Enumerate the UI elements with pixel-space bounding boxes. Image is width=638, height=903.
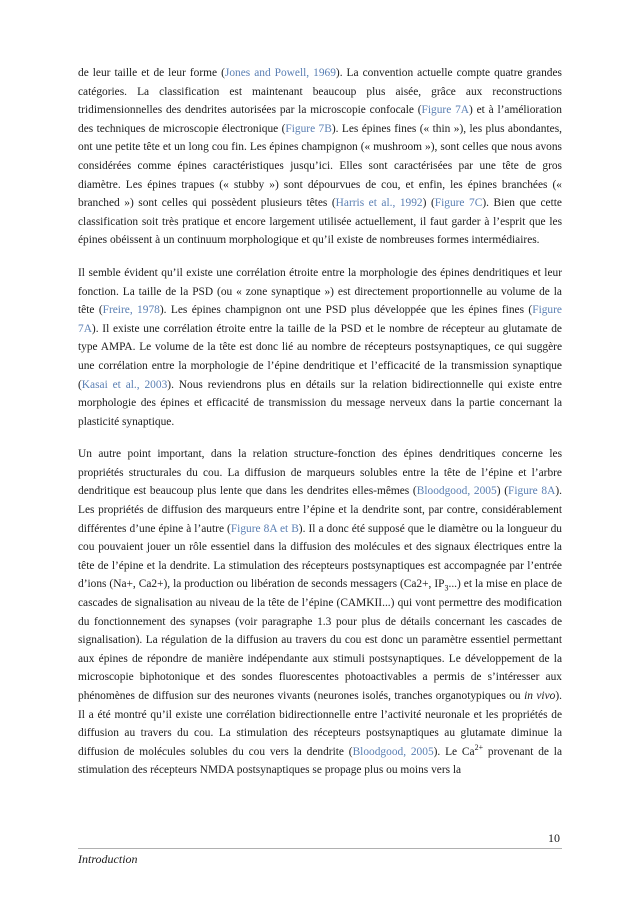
citation-link: Freire, 1978 [102, 304, 160, 317]
text-run: provenant de la stimulation des récepteurs NMDA postsynaptiques se propage plus ou moins vers la [78, 745, 563, 777]
text-run: ) ( [496, 485, 508, 498]
paragraph-3 [78, 445, 562, 780]
citation-link: Figure 8A et B [230, 522, 299, 535]
text-run: ). La convention actuelle compte quatre grandes catégories. La classification est maintenant beaucoup plus aisée, grâce aux reconstructions tridimensionnelles des dendrites autorisées par la microscopie confocale ( [78, 67, 562, 117]
text-run: ). Il a donc été supposé que le diamètre ou la longueur du cou pouvaient jouer un rôle essentiel dans la diffusion des molécules et des signaux électriques entre la tête de l’épine et la dendrite. La stimulation des récepteurs postsynaptiques est accompagnée par l’entrée d’ions (Na+, Ca2+), la production ou libération de seconds messagers (Ca2+, IP [78, 522, 562, 591]
text-run: ). Les épines fines (« thin »), les plus abondantes, ont une petite tête et un long cou fin. Les épines champignon (« mushroom »), sont celles que nous avons considérées comme épines caractéristiques jusqu’ici. Elles sont caractérisées par une tête de gros diamètre. Les épines trapues (« stubby ») sont dépourvues de cou, et enfin, les épines branchées (« branched ») sont celles qui possèdent plusieurs têtes ( [78, 122, 563, 210]
text-run: ). Nous reviendrons plus en détails sur la relation bidirectionnelle qui existe entre morphologie des épines et efficacité de transmission du message nerveux dans la partie concernant la plasticité synaptique. [78, 378, 562, 428]
citation-link: Figure 7A [78, 304, 562, 335]
text-run: ) ( [422, 197, 435, 210]
text-run: ). Les propriétés de diffusion des marqueurs entre l’épine et la dendrite sont, par contre, considérablement différentes d’une épine à l’autre ( [78, 485, 563, 535]
page-number: 10 [548, 831, 560, 845]
superscript: 2+ [474, 742, 484, 752]
citation-link: Figure 7B [285, 122, 332, 135]
citation-link: Bloodgood, 2005 [352, 745, 434, 758]
citation-link: Harris et al., 1992 [335, 197, 423, 210]
text-run: Un autre point important, dans la relation structure-fonction des épines dendritiques concerne les propriétés structurales du cou. La diffusion de marqueurs solubles entre la tête de l’épine et l’arbre dendritique est beaucoup plus lente que dans les dendrites elles-mêmes ( [78, 448, 562, 498]
citation-link: Figure 8A [508, 485, 556, 498]
text-run: ). Le Ca [433, 745, 475, 758]
citation-link: Bloodgood, 2005 [416, 485, 497, 498]
citation-link: Kasai et al., 2003 [81, 378, 168, 391]
paragraph-1 [78, 64, 562, 250]
text-run: de leur taille et de leur forme ( [78, 67, 225, 79]
italic-text: in vivo [524, 690, 556, 702]
subscript: 3 [444, 583, 449, 593]
text-run: ...) et la mise en place de cascades de signalisation au niveau de la tête de l’épine (CAMKII...) qui vont permettre des modification du fonctionnement des synapses (voir paragraphe 1.3 pour plus de détails concernant les cascades de signalisation). La régulation de la diffusion au travers du cou est donc un paramètre essentiel permettant aux épines de répondre de manière indépendante aux stimuli postsynaptiques. Le développement de la microscopie biphotonique et des sondes fluorescentes photoactivables a permis de s’intéresser aux phénomènes de diffusion sur des neurones vivants (neurones isolés, tranches organotypiques ou [78, 578, 563, 702]
text-run: ). Il a été montré qu’il existe une corrélation bidirectionnelle entre l’activité neuronale et les propriétés de diffusion au travers du cou. La stimulation des récepteurs postsynaptiques au glutamate diminue la diffusion de molécules solubles du cou vers la dendrite ( [78, 690, 562, 758]
text-run: ). Bien que cette classification soit très pratique et encore largement utilisée actuellement, il faut garder à l’esprit que les épines obéissent à un continuum morphologique et qu’il existe de nombreuses formes intermédiaires. [78, 197, 562, 247]
text-run: ). Il existe une corrélation étroite entre la taille de la PSD et le nombre de récepteur au glutamate de type AMPA. Le volume de la tête est donc lié au nombre de récepteurs postsynaptiques, ce qui suggère une corrélation entre la morphologie de l’épine dendritique et l’efficacité de la transmission synaptique ( [78, 322, 562, 391]
citation-link: Figure 7C [434, 197, 483, 210]
text-run: ) et à l’amélioration des techniques de microscopie électronique ( [78, 104, 562, 135]
citation-link: Figure 7A [421, 104, 469, 117]
text-run: Il semble évident qu’il existe une corrélation étroite entre la morphologie des épines dendritiques et leur fonction. La taille de la PSD (ou « zone synaptique ») est directement proportionnelle au volume de la tête ( [78, 266, 562, 317]
section-label: Introduction [78, 852, 138, 866]
text-run: ). Les épines champignon ont une PSD plus développée que les épines fines ( [159, 304, 533, 317]
citation-link: Jones and Powell, 1969 [224, 67, 336, 79]
body-text [78, 64, 562, 794]
footer-divider [78, 848, 562, 849]
paragraph-2 [78, 264, 562, 431]
